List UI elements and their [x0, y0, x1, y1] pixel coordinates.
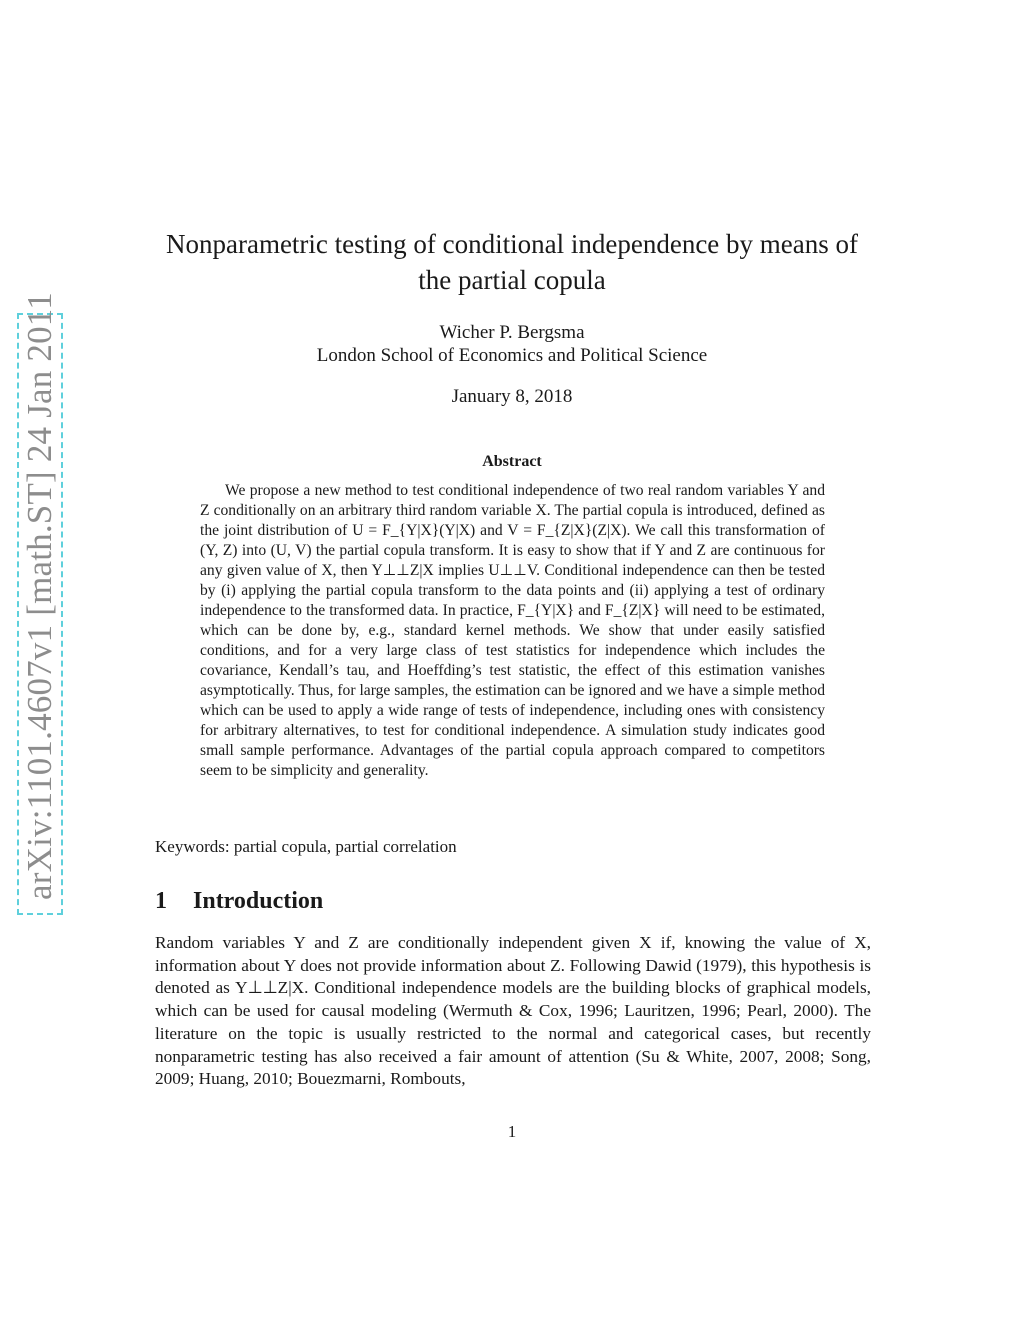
- arxiv-identifier-stamp: arXiv:1101.4607v1 [math.ST] 24 Jan 2011: [20, 292, 59, 900]
- author-name: Wicher P. Bergsma: [439, 322, 585, 343]
- introduction-paragraph: Random variables Y and Z are conditionally independent given X if, knowing the value of X, information about Y does not provide information about Z. Following Dawid (1979), this hypothesis is denoted as Y⊥⊥Z|X. Conditional independence models are the building blocks of graphical models, which can be used for causal modeling (Wermuth & Cox, 1996; Lauritzen, 1996; Pearl, 2000). The literature on the topic is usually restricted to the normal and categorical cases, but recently nonparametric testing has also received a fair amount of attention (Su & White, 2007, 2008; Song, 2009; Huang, 2010; Bouezmarni, Rombouts,: [155, 933, 871, 1089]
- abstract-heading: Abstract: [482, 453, 542, 470]
- page-number: 1: [507, 1122, 517, 1141]
- paper-title: Nonparametric testing of conditional independence by means of the partial copula: [165, 229, 859, 295]
- author-affiliation: London School of Economics and Political Science: [316, 345, 708, 366]
- keywords-line: Keywords: partial copula, partial correlation: [155, 837, 457, 856]
- section-title: Introduction: [193, 888, 324, 914]
- section-number: 1: [155, 888, 167, 914]
- abstract-text: We propose a new method to test conditional independence of two real random variables Y and Z conditionally on an arbitrary third random variable X. The partial copula is introduced, defined as the joint distribution of U = F_{Y|X}(Y|X) and V = F_{Z|X}(Z|X). We call this transformation of (Y, Z) into (U, V) the partial copula transform. It is easy to show that if Y and Z are continuous for any given value of X, then Y⊥⊥Z|X implies U⊥⊥V. Conditional independence can then be tested by (i) applying the partial copula transform to the data points and (ii) applying a test of ordinary independence to the transformed data. In practice, F_{Y|X} and F_{Z|X} will need to be estimated, which can be done by, e.g., standard kernel methods. We show that under easily satisfied conditions, and for a very large class of test statistics for independence which includes the covariance, Kendall’s tau, and Hoeffding’s test statistic, the effect of this estimation vanishes asymptotically. Thus, for large samples, the estimation can be ignored and we have a simple method which can be used to apply a wide range of tests of independence, including ones with consistency for arbitrary alternatives, to test for conditional independence. A simulation study indicates good small sample performance. Advantages of the partial copula approach compared to competitors seem to be simplicity and generality.: [200, 482, 825, 779]
- paper-date: January 8, 2018: [451, 386, 573, 407]
- section-heading-introduction: [155, 886, 323, 916]
